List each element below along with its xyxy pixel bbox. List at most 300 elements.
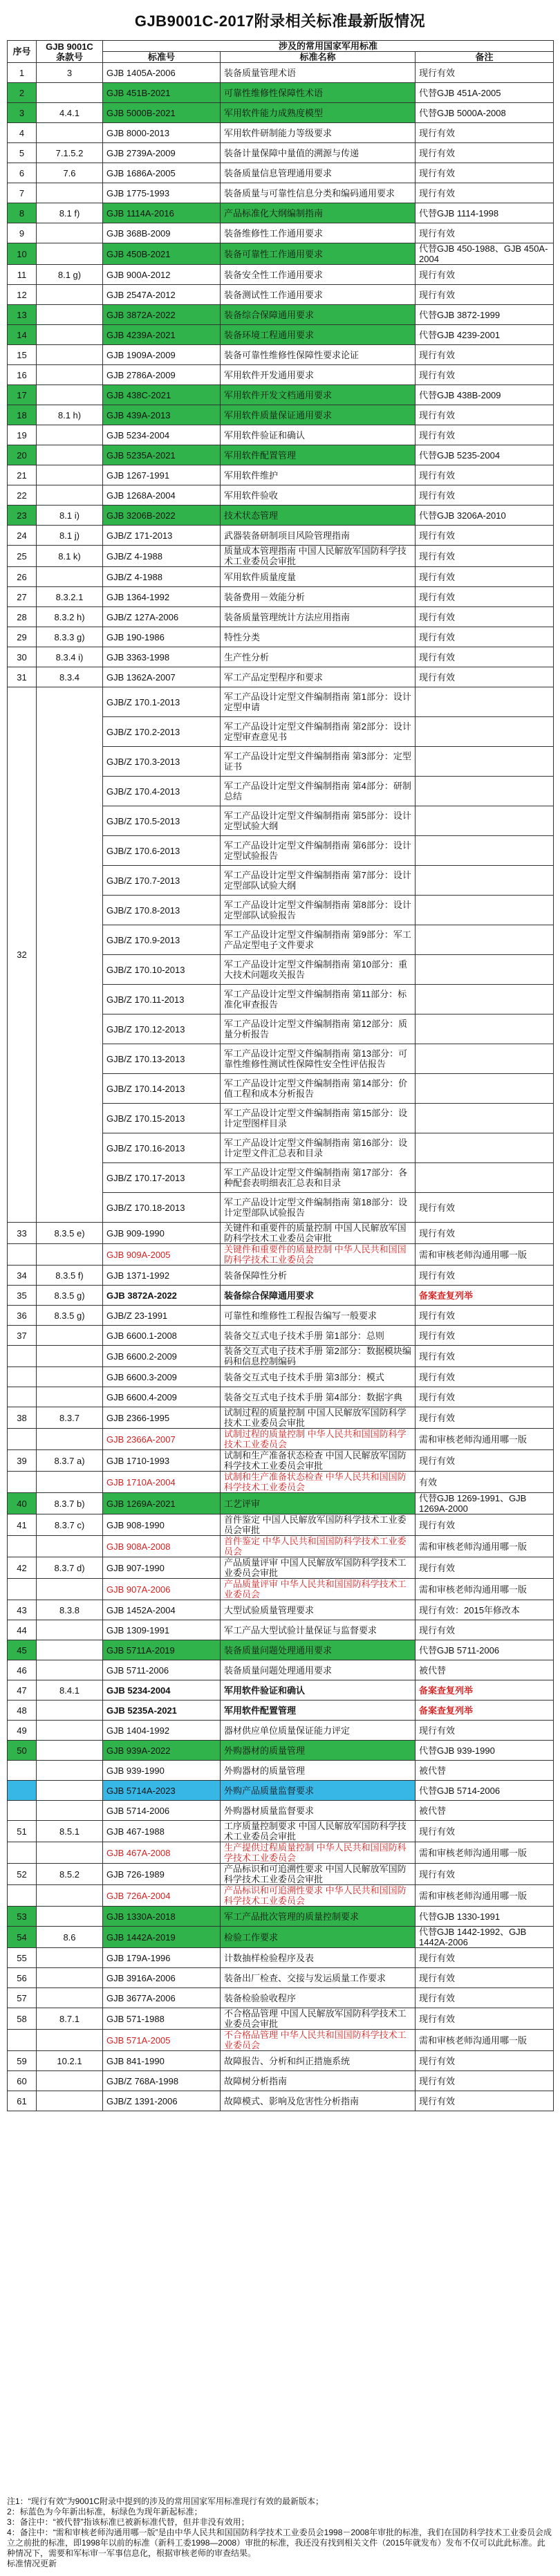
row-remark: 现行有效 xyxy=(416,2071,554,2091)
row-seq xyxy=(8,1244,37,1266)
row-remark: 现行有效 xyxy=(416,1948,554,1968)
row-remark: 现行有效 xyxy=(416,607,554,627)
header-group: 涉及的常用国家军用标准 xyxy=(103,41,554,52)
table-row xyxy=(8,1907,554,1927)
table-body-2 xyxy=(8,687,554,1223)
table-row xyxy=(8,1701,554,1721)
row-seq: 54 xyxy=(8,1927,37,1948)
row-code: GJB 2739A-2009 xyxy=(103,143,221,163)
row-clause xyxy=(37,243,103,265)
header-clause: GJB 9001C 条款号 xyxy=(37,41,103,63)
row-seq: 25 xyxy=(8,546,37,567)
row-remark: 备案查复列举 xyxy=(416,1680,554,1701)
row-remark: 现行有效 xyxy=(416,1721,554,1741)
row-name: 军用软件开发文档通用要求 xyxy=(221,385,416,405)
row-code: GJB 6600.3-2009 xyxy=(103,1367,221,1387)
row-seq: 8 xyxy=(8,203,37,223)
row-seq: 56 xyxy=(8,1968,37,1988)
row-code: GJB/Z 4-1988 xyxy=(103,546,221,567)
row-name: 生产提供过程质量控制 中华人民共和国国防科学技术工业委员会 xyxy=(221,1842,416,1864)
row-name: 特性分类 xyxy=(221,627,416,647)
row-seq: 59 xyxy=(8,2051,37,2071)
row-clause: 8.1 i) xyxy=(37,506,103,526)
row-clause xyxy=(37,1701,103,1721)
row-remark xyxy=(416,1044,554,1074)
table-row xyxy=(8,1761,554,1781)
row-name: 可靠性和维修性工程报告编写一般要求 xyxy=(221,1306,416,1326)
row-code: GJB 908-1990 xyxy=(103,1514,221,1536)
row-clause xyxy=(37,1367,103,1387)
table-row xyxy=(8,1367,554,1387)
row-code: GJB 368B-2009 xyxy=(103,223,221,243)
table-row xyxy=(8,1927,554,1948)
row-name: 装备质量管理统计方法应用指南 xyxy=(221,607,416,627)
row-code: GJB 190-1986 xyxy=(103,627,221,647)
table-row xyxy=(8,1407,554,1429)
row-name: 军用软件能力成熟度模型 xyxy=(221,103,416,123)
row-remark: 现行有效 xyxy=(416,1223,554,1244)
row-code: GJB 6600.4-2009 xyxy=(103,1387,221,1407)
row-name: 质量成本管理指南 中国人民解放军国防科学技术工业委员会审批 xyxy=(221,546,416,567)
row-code: GJB 1362A-2007 xyxy=(103,667,221,687)
row-seq: 48 xyxy=(8,1701,37,1721)
row-name: 外购器材的质量管理 xyxy=(221,1741,416,1761)
row-remark: 现行有效 xyxy=(416,1988,554,2008)
row-name: 军用软件质量保证通用要求 xyxy=(221,405,416,425)
row-seq xyxy=(8,1472,37,1493)
row-clause: 8.3.7 d) xyxy=(37,1557,103,1579)
row-name: 军用软件维护 xyxy=(221,465,416,485)
table-row xyxy=(8,83,554,103)
header-code: 标准号 xyxy=(103,52,221,63)
row-seq: 57 xyxy=(8,1988,37,2008)
row-remark: 代替GJB 4239-2001 xyxy=(416,325,554,345)
row-remark: 现行有效 xyxy=(416,1514,554,1536)
row-seq: 53 xyxy=(8,1907,37,1927)
row-remark: 现行有效 xyxy=(416,2051,554,2071)
row-seq xyxy=(8,1536,37,1557)
row-code: GJB 5714A-2023 xyxy=(103,1781,221,1801)
row-code: GJB/Z 170.9-2013 xyxy=(103,925,221,955)
row-remark: 现行有效 xyxy=(416,526,554,546)
table-row xyxy=(8,1387,554,1407)
row-code: GJB/Z 170.14-2013 xyxy=(103,1074,221,1104)
row-code: GJB/Z 768A-1998 xyxy=(103,2071,221,2091)
row-code: GJB/Z 170.3-2013 xyxy=(103,747,221,777)
row-remark: 需和审核老师沟通用哪一版 xyxy=(416,1579,554,1600)
row-remark: 现行有效 xyxy=(416,1968,554,1988)
row-code: GJB 1775-1993 xyxy=(103,183,221,203)
row-clause xyxy=(37,1968,103,1988)
row-clause xyxy=(37,183,103,203)
row-seq: 11 xyxy=(8,265,37,285)
row-seq: 43 xyxy=(8,1600,37,1620)
row-clause: 8.3.5 g) xyxy=(37,1286,103,1306)
row-remark: 需和审核老师沟通用哪一版 xyxy=(416,2030,554,2051)
row-seq: 28 xyxy=(8,607,37,627)
table-row xyxy=(8,1864,554,1885)
row-seq: 36 xyxy=(8,1306,37,1326)
row-remark: 代替GJB 1114-1998 xyxy=(416,203,554,223)
row-clause xyxy=(37,465,103,485)
row-code: GJB/Z 170.7-2013 xyxy=(103,866,221,896)
row-remark: 现行有效 xyxy=(416,143,554,163)
row-clause xyxy=(37,445,103,465)
row-clause xyxy=(37,285,103,305)
table-row xyxy=(8,1286,554,1306)
row-clause: 8.3.5 e) xyxy=(37,1223,103,1244)
row-name: 装备质量与可靠性信息分类和编码通用要求 xyxy=(221,183,416,203)
row-seq: 47 xyxy=(8,1680,37,1701)
row-clause: 8.3.7 b) xyxy=(37,1493,103,1514)
table-row xyxy=(8,345,554,365)
row-name: 装备费用－效能分析 xyxy=(221,587,416,607)
row-code: GJB/Z 170.15-2013 xyxy=(103,1104,221,1133)
row-seq: 38 xyxy=(8,1407,37,1429)
row-code: GJB 5711-2006 xyxy=(103,1660,221,1680)
table-body-3 xyxy=(8,1223,554,2111)
table-row xyxy=(8,365,554,385)
table-row xyxy=(8,2051,554,2071)
table-row xyxy=(8,1326,554,1346)
row-code: GJB 571A-2005 xyxy=(103,2030,221,2051)
row-name: 关键件和重要件的质量控制 中国人民解放军国防科学技术工业委员会审批 xyxy=(221,1223,416,1244)
row-code: GJB 5235A-2021 xyxy=(103,445,221,465)
row-name: 产品质量评审 中华人民共和国国防科学技术工业委员会 xyxy=(221,1579,416,1600)
row-name: 不合格品管理 中国人民解放军国防科学技术工业委员会审批 xyxy=(221,2008,416,2030)
row-clause: 8.3.5 g) xyxy=(37,1306,103,1326)
row-code: GJB 1364-1992 xyxy=(103,587,221,607)
row-code: GJB/Z 170.1-2013 xyxy=(103,687,221,717)
row-code: GJB 1330A-2018 xyxy=(103,1907,221,1927)
row-code: GJB/Z 170.6-2013 xyxy=(103,836,221,866)
row-clause: 8.3.2 h) xyxy=(37,607,103,627)
row-seq: 58 xyxy=(8,2008,37,2030)
row-clause xyxy=(37,345,103,365)
row-name: 检验工作要求 xyxy=(221,1927,416,1948)
row-code: GJB 1114A-2016 xyxy=(103,203,221,223)
row-clause xyxy=(37,1387,103,1407)
row-remark: 现行有效 xyxy=(416,183,554,203)
row-name: 军工产品设计定型文件编制指南 第10部分：重大技术问题攻关报告 xyxy=(221,955,416,985)
row-code: GJB 1686A-2005 xyxy=(103,163,221,183)
row-name: 军工产品设计定型文件编制指南 第4部分：研制总结 xyxy=(221,777,416,806)
row-code: GJB/Z 170.18-2013 xyxy=(103,1193,221,1223)
row-name: 装备交互式电子技术手册 第2部分：数据模块编码和信息控制编码 xyxy=(221,1346,416,1367)
header-seq: 序号 xyxy=(8,41,37,63)
row-name: 军工产品设计定型文件编制指南 第9部分：军工产品定型电子文件要求 xyxy=(221,925,416,955)
row-remark: 现行有效 xyxy=(416,567,554,587)
row-clause xyxy=(37,1429,103,1450)
row-clause xyxy=(37,2071,103,2091)
row-name: 装备质量问题处理通用要求 xyxy=(221,1640,416,1660)
row-name: 装备交互式电子技术手册 第1部分：总则 xyxy=(221,1326,416,1346)
row-name: 军工产品设计定型文件编制指南 第3部分：定型证书 xyxy=(221,747,416,777)
table-row xyxy=(8,2091,554,2111)
row-seq: 35 xyxy=(8,1286,37,1306)
table-row xyxy=(8,285,554,305)
row-seq xyxy=(8,1885,37,1907)
row-name: 装备质量问题处理通用要求 xyxy=(221,1660,416,1680)
table-row xyxy=(8,1620,554,1640)
table-row xyxy=(8,163,554,183)
row-code: GJB 939-1990 xyxy=(103,1761,221,1781)
row-seq: 31 xyxy=(8,667,37,687)
row-remark: 现行有效 xyxy=(416,667,554,687)
row-code: GJB 2366-1995 xyxy=(103,1407,221,1429)
row-seq xyxy=(8,1346,37,1367)
row-name: 装备综合保障通用要求 xyxy=(221,1286,416,1306)
row-name: 不合格品管理 中华人民共和国国防科学技术工业委员会 xyxy=(221,2030,416,2051)
row-seq: 49 xyxy=(8,1721,37,1741)
row-name: 军工产品设计定型文件编制指南 第12部分：质量分析报告 xyxy=(221,1014,416,1044)
row-clause: 8.3.3 g) xyxy=(37,627,103,647)
table-row xyxy=(8,1450,554,1472)
table-row xyxy=(8,587,554,607)
row-remark: 现行有效 xyxy=(416,627,554,647)
row-code: GJB 6600.1-2008 xyxy=(103,1326,221,1346)
row-code: GJB 467-1988 xyxy=(103,1821,221,1842)
row-code: GJB 1269A-2021 xyxy=(103,1493,221,1514)
row-code: GJB 908A-2008 xyxy=(103,1536,221,1557)
row-code: GJB 5000B-2021 xyxy=(103,103,221,123)
table-row xyxy=(8,1514,554,1536)
row-remark: 现行有效 xyxy=(416,2091,554,2111)
row-name: 外购器材的质量管理 xyxy=(221,1761,416,1781)
row-name: 外购产品质量监督要求 xyxy=(221,1781,416,1801)
row-code: GJB 939A-2022 xyxy=(103,1741,221,1761)
row-name: 军工产品设计定型文件编制指南 第11部分：标准化审查报告 xyxy=(221,985,416,1014)
table-row xyxy=(8,63,554,83)
standards-table xyxy=(7,40,554,2111)
row-remark: 代替GJB 5000A-2008 xyxy=(416,103,554,123)
row-remark: 现行有效 xyxy=(416,405,554,425)
row-code: GJB 4239A-2021 xyxy=(103,325,221,345)
row-name: 军用软件配置管理 xyxy=(221,445,416,465)
row-seq: 41 xyxy=(8,1514,37,1536)
row-code: GJB 909-1990 xyxy=(103,1223,221,1244)
table-row xyxy=(8,405,554,425)
row-seq: 29 xyxy=(8,627,37,647)
row-remark: 代替GJB 1269-1991、GJB 1269A-2000 xyxy=(416,1493,554,1514)
row-code: GJB 5711A-2019 xyxy=(103,1640,221,1660)
row-remark: 现行有效 xyxy=(416,1193,554,1223)
row-name: 军用软件开发通用要求 xyxy=(221,365,416,385)
row-remark xyxy=(416,836,554,866)
note-line: 注1：“现行有效”为9001C附录中提到的涉及的常用国家军用标准现行有效的最新版本； xyxy=(7,2496,324,2506)
row-clause xyxy=(37,1801,103,1821)
table-row xyxy=(8,607,554,627)
row-name: 生产性分析 xyxy=(221,647,416,667)
row-code: GJB/Z 170.11-2013 xyxy=(103,985,221,1014)
row-clause: 8.1 j) xyxy=(37,526,103,546)
row-code: GJB/Z 170.2-2013 xyxy=(103,717,221,747)
row-code: GJB 8000-2013 xyxy=(103,123,221,143)
row-remark xyxy=(416,1074,554,1104)
row-seq: 50 xyxy=(8,1741,37,1761)
row-code: GJB/Z 127A-2006 xyxy=(103,607,221,627)
row-remark: 现行有效 xyxy=(416,485,554,506)
table-row xyxy=(8,465,554,485)
row-name: 试制和生产准备状态检查 中华人民共和国国防科学技术工业委员会 xyxy=(221,1472,416,1493)
row-clause xyxy=(37,1885,103,1907)
row-name: 军工产品设计定型文件编制指南 第18部分：设计定型部队试验报告 xyxy=(221,1193,416,1223)
row-code: GJB/Z 170.16-2013 xyxy=(103,1133,221,1163)
page-title: GJB9001C-2017附录相关标准最新版情况 xyxy=(134,12,426,30)
row-code: GJB 2366A-2007 xyxy=(103,1429,221,1450)
table-row xyxy=(8,2030,554,2051)
row-remark: 需和审核老师沟通用哪一版 xyxy=(416,1885,554,1907)
row-seq: 37 xyxy=(8,1326,37,1346)
row-code: GJB/Z 1391-2006 xyxy=(103,2091,221,2111)
row-name: 产品标准化大纲编制指南 xyxy=(221,203,416,223)
row-remark: 代替GJB 1442-1992、GJB 1442A-2006 xyxy=(416,1927,554,1948)
row-name: 计数抽样检验程序及表 xyxy=(221,1948,416,1968)
row-code: GJB/Z 23-1991 xyxy=(103,1306,221,1326)
row-clause xyxy=(37,687,103,1223)
row-remark: 需和审核老师沟通用哪一版 xyxy=(416,1244,554,1266)
row-clause: 8.1 k) xyxy=(37,546,103,567)
row-remark: 现行有效 xyxy=(416,223,554,243)
note-line: 3：备注中：“被代替”指该标准已被新标准代替，但并非没有效用； xyxy=(7,2517,250,2527)
row-seq: 52 xyxy=(8,1864,37,1885)
row-code: GJB 5234-2004 xyxy=(103,1680,221,1701)
table-row xyxy=(8,1266,554,1286)
row-remark: 现行有效 xyxy=(416,1620,554,1640)
row-code: GJB 841-1990 xyxy=(103,2051,221,2071)
row-clause xyxy=(37,1244,103,1266)
row-name: 装备安全性工作通用要求 xyxy=(221,265,416,285)
row-name: 装备计量保障中量值的溯源与传递 xyxy=(221,143,416,163)
row-code: GJB 1267-1991 xyxy=(103,465,221,485)
row-name: 装备质量管理术语 xyxy=(221,63,416,83)
table-row xyxy=(8,2071,554,2091)
row-seq: 2 xyxy=(8,83,37,103)
row-name: 装备出厂检查、交接与发运质量工作要求 xyxy=(221,1968,416,1988)
row-seq xyxy=(8,1429,37,1450)
row-clause: 7.6 xyxy=(37,163,103,183)
row-code: GJB 3916A-2006 xyxy=(103,1968,221,1988)
row-name: 装备质量信息管理通用要求 xyxy=(221,163,416,183)
row-seq: 9 xyxy=(8,223,37,243)
row-clause xyxy=(37,485,103,506)
row-code: GJB 907-1990 xyxy=(103,1557,221,1579)
row-name: 军用软件验证和确认 xyxy=(221,1680,416,1701)
row-remark xyxy=(416,866,554,896)
table-row xyxy=(8,647,554,667)
table-row xyxy=(8,103,554,123)
row-seq: 45 xyxy=(8,1640,37,1660)
row-clause xyxy=(37,1326,103,1346)
row-seq: 5 xyxy=(8,143,37,163)
row-clause: 8.3.4 xyxy=(37,667,103,687)
row-remark: 现行有效 xyxy=(416,425,554,445)
row-seq: 44 xyxy=(8,1620,37,1640)
table-row xyxy=(8,687,554,717)
row-name: 军工产品设计定型文件编制指南 第14部分：价值工程和成本分析报告 xyxy=(221,1074,416,1104)
table-row xyxy=(8,143,554,163)
table-row xyxy=(8,1640,554,1660)
row-name: 军工产品设计定型文件编制指南 第8部分：设计定型部队试验报告 xyxy=(221,896,416,925)
row-remark: 现行有效 xyxy=(416,647,554,667)
row-seq: 24 xyxy=(8,526,37,546)
table-row xyxy=(8,567,554,587)
row-code: GJB/Z 170.12-2013 xyxy=(103,1014,221,1044)
table-row xyxy=(8,305,554,325)
row-seq: 21 xyxy=(8,465,37,485)
row-remark: 被代替 xyxy=(416,1801,554,1821)
row-remark: 现行有效 xyxy=(416,1306,554,1326)
row-seq: 3 xyxy=(8,103,37,123)
table-row xyxy=(8,1968,554,1988)
row-remark: 现行有效 xyxy=(416,587,554,607)
row-clause xyxy=(37,567,103,587)
row-name: 试制过程的质量控制 中华人民共和国国防科学技术工业委员会 xyxy=(221,1429,416,1450)
row-seq xyxy=(8,1387,37,1407)
row-code: GJB 1268A-2004 xyxy=(103,485,221,506)
row-code: GJB 439A-2013 xyxy=(103,405,221,425)
table-row xyxy=(8,1536,554,1557)
row-seq: 55 xyxy=(8,1948,37,1968)
row-seq: 61 xyxy=(8,2091,37,2111)
row-remark: 备案查复列举 xyxy=(416,1286,554,1306)
row-seq: 27 xyxy=(8,587,37,607)
row-clause: 8.3.7 xyxy=(37,1407,103,1429)
row-remark xyxy=(416,1104,554,1133)
row-code: GJB/Z 4-1988 xyxy=(103,567,221,587)
row-code: GJB 5714-2006 xyxy=(103,1801,221,1821)
row-code: GJB 2547A-2012 xyxy=(103,285,221,305)
row-name: 军工产品设计定型文件编制指南 第15部分：设计定型图样目录 xyxy=(221,1104,416,1133)
row-clause: 8.1 h) xyxy=(37,405,103,425)
table-row xyxy=(8,1660,554,1680)
table-row xyxy=(8,1579,554,1600)
row-clause xyxy=(37,1781,103,1801)
row-remark: 现行有效 xyxy=(416,2008,554,2030)
table-row xyxy=(8,1472,554,1493)
row-remark: 代替GJB 450-1988、GJB 450A-2004 xyxy=(416,243,554,265)
table-row xyxy=(8,485,554,506)
table-row xyxy=(8,546,554,567)
row-remark: 现行有效 xyxy=(416,1266,554,1286)
row-seq xyxy=(8,2030,37,2051)
row-seq: 7 xyxy=(8,183,37,203)
row-name: 军用软件配置管理 xyxy=(221,1701,416,1721)
row-clause xyxy=(37,123,103,143)
header-remark: 备注 xyxy=(416,52,554,63)
row-code: GJB 450B-2021 xyxy=(103,243,221,265)
row-seq xyxy=(8,1579,37,1600)
row-code: GJB 1405A-2006 xyxy=(103,63,221,83)
row-name: 关键件和重要件的质量控制 中华人民共和国国防科学技术工业委员会 xyxy=(221,1244,416,1266)
row-clause xyxy=(37,1536,103,1557)
row-name: 军工产品大型试验计量保证与监督要求 xyxy=(221,1620,416,1640)
table-row xyxy=(8,445,554,465)
row-code: GJB 467A-2008 xyxy=(103,1842,221,1864)
row-clause xyxy=(37,325,103,345)
row-clause: 8.3.8 xyxy=(37,1600,103,1620)
row-seq: 18 xyxy=(8,405,37,425)
row-clause: 7.1.5.2 xyxy=(37,143,103,163)
row-name: 试制过程的质量控制 中国人民解放军国防科学技术工业委员会审批 xyxy=(221,1407,416,1429)
row-name: 军用软件研制能力等级要求 xyxy=(221,123,416,143)
row-code: GJB 571-1988 xyxy=(103,2008,221,2030)
row-code: GJB 179A-1996 xyxy=(103,1948,221,1968)
row-name: 装备可靠性工作通用要求 xyxy=(221,243,416,265)
row-clause xyxy=(37,1761,103,1781)
row-clause: 8.3.2.1 xyxy=(37,587,103,607)
row-seq: 16 xyxy=(8,365,37,385)
